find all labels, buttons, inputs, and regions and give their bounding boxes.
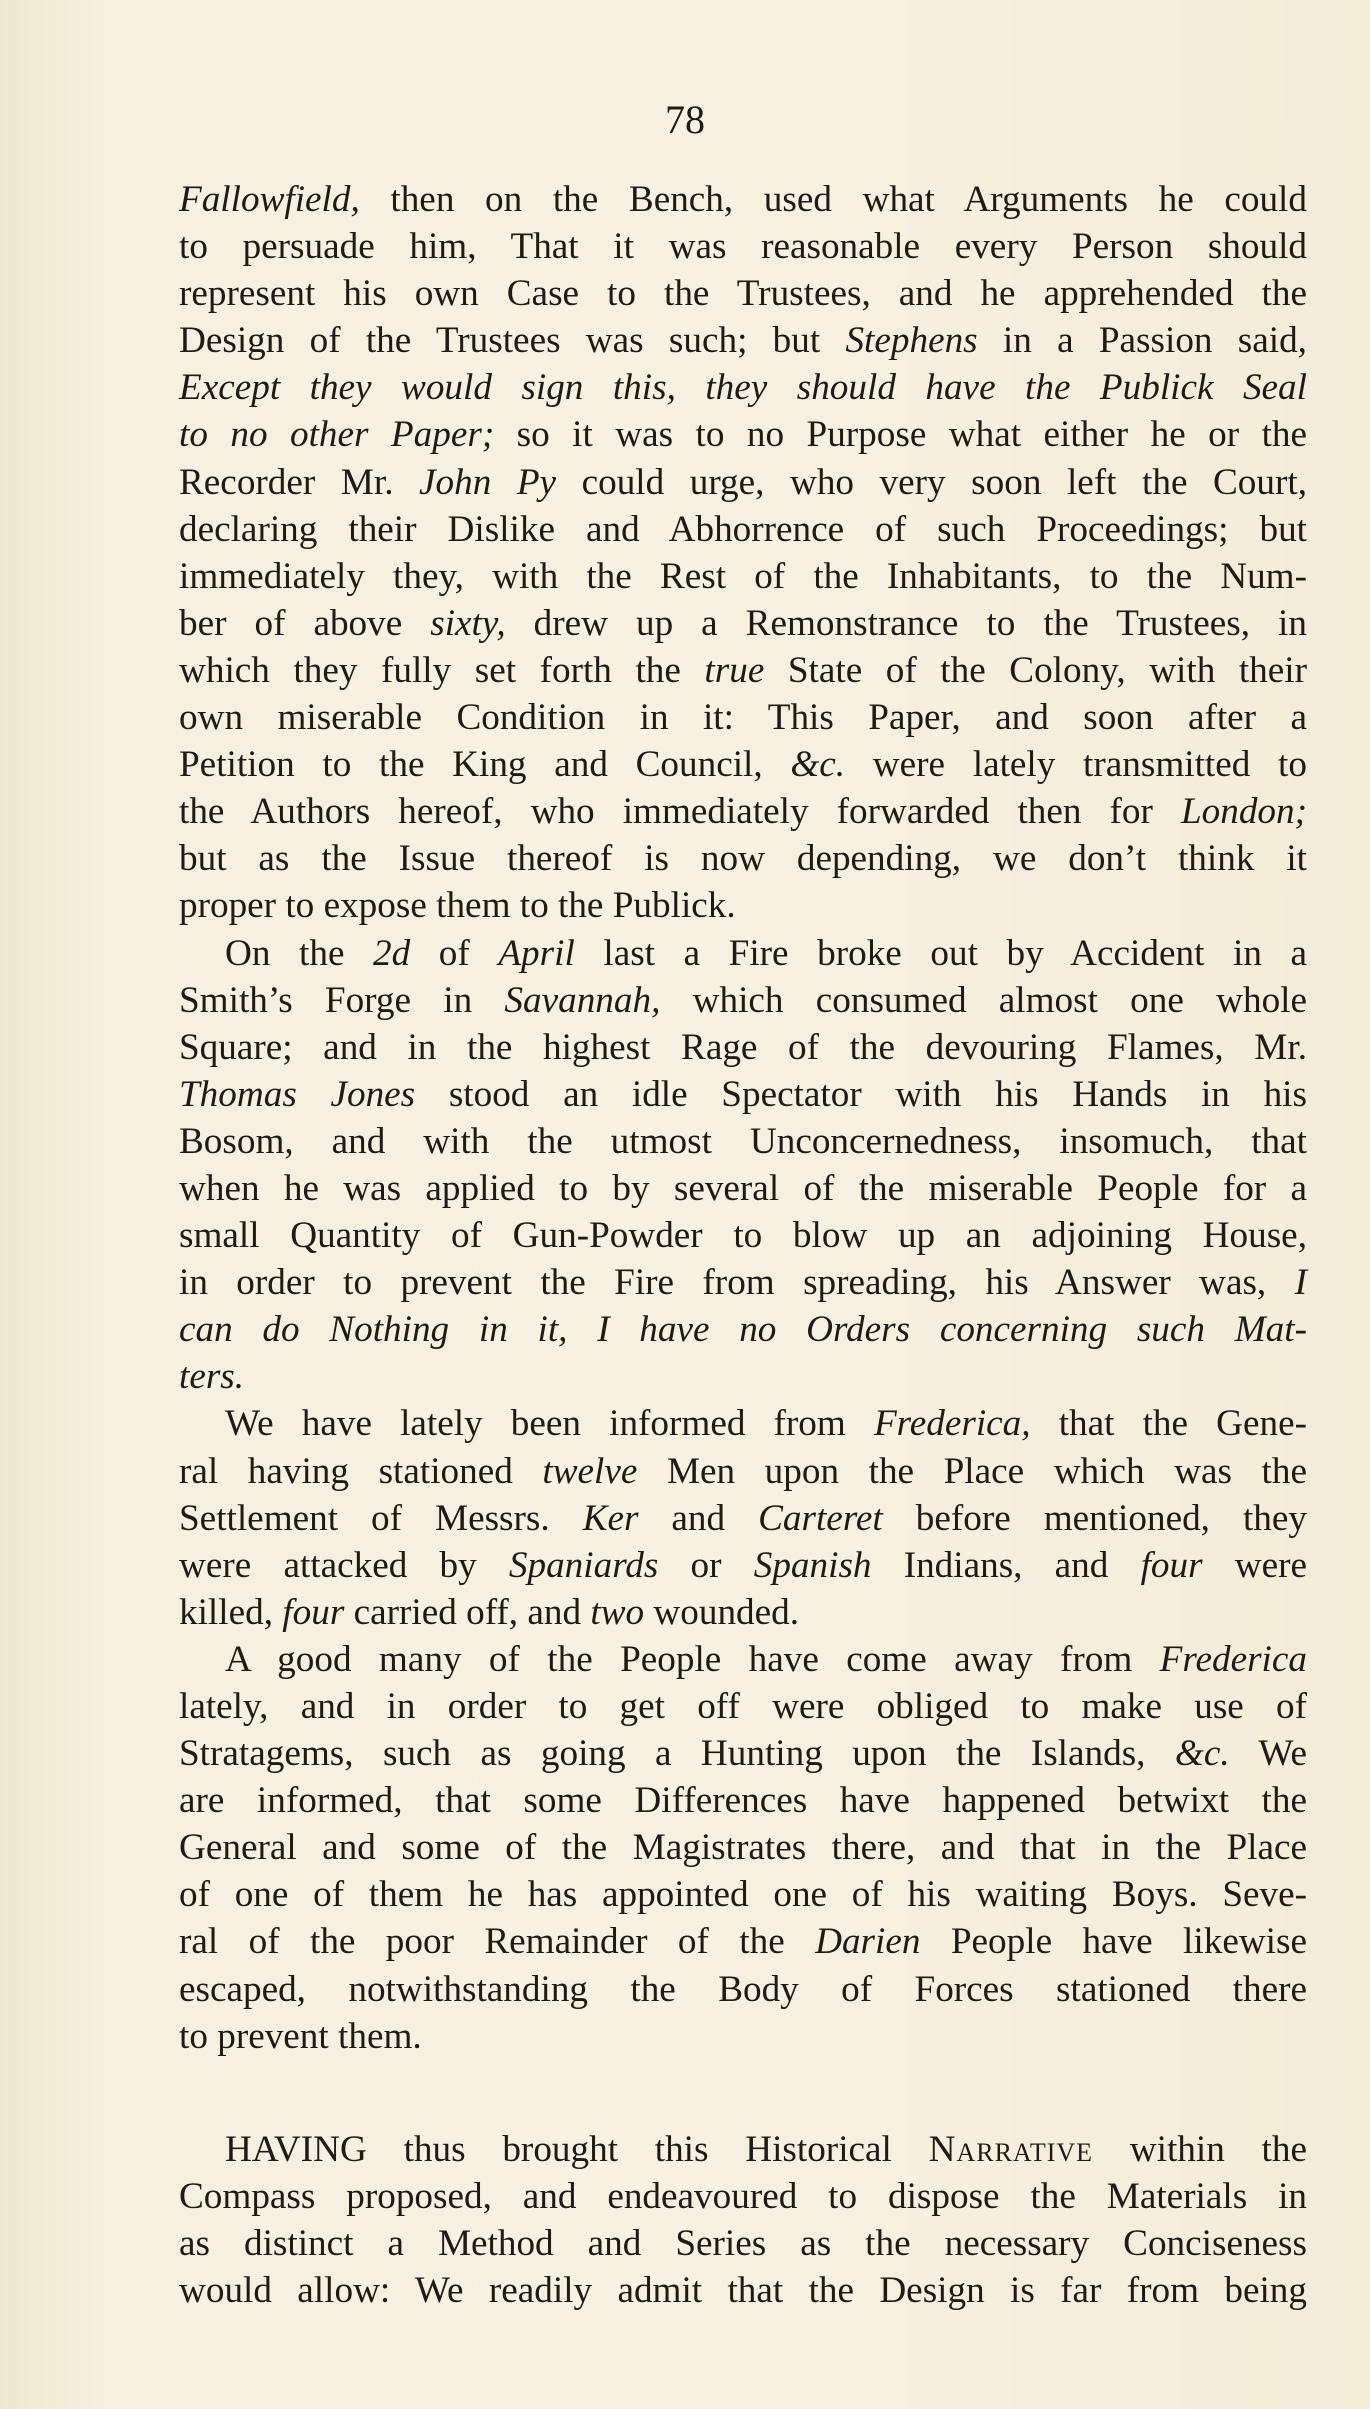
text-line bbox=[179, 835, 1307, 882]
text-line bbox=[179, 1730, 1307, 1777]
text-run: wounded. bbox=[644, 1591, 800, 1633]
text-run: in a Passion said, bbox=[977, 320, 1307, 362]
text-run: carried off, and bbox=[344, 1591, 591, 1633]
text-run: stood an idle Spectator with his Hands in his bbox=[415, 1073, 1307, 1115]
text-run: General and some of the Magistrates there, and that in the Place bbox=[179, 1827, 1307, 1869]
text-run: own miserable Condition in it: This Paper, and soon after a bbox=[179, 697, 1307, 739]
text-line bbox=[179, 1448, 1307, 1495]
text-run: proper to expose them to the Publick. bbox=[179, 885, 736, 927]
text-run: but as the Issue thereof is now depending, we don’t think it bbox=[179, 838, 1307, 880]
text-line bbox=[179, 1542, 1307, 1589]
paragraph bbox=[179, 1636, 1307, 2060]
italic-run: Spanish bbox=[753, 1544, 872, 1586]
text-run: We have lately been informed from bbox=[225, 1403, 874, 1445]
text-line bbox=[179, 1777, 1307, 1824]
text-run: On the bbox=[225, 932, 374, 974]
text-line bbox=[179, 1400, 1307, 1447]
text-run: Bosom, and with the utmost Unconcernedness, insomuch, that bbox=[179, 1120, 1307, 1162]
text-run: People have likewise bbox=[920, 1921, 1307, 1963]
text-line bbox=[179, 1918, 1307, 1965]
text-run: are informed, that some Differences have happened betwixt the bbox=[179, 1780, 1307, 1822]
italic-run: John Py bbox=[419, 461, 557, 503]
italic-run: Fallowfield, bbox=[179, 179, 360, 220]
italic-run: Darien bbox=[815, 1921, 921, 1963]
text-line bbox=[179, 600, 1307, 647]
text-line bbox=[179, 223, 1307, 270]
text-run: as distinct a Method and Series as the necessary Conciseness bbox=[179, 2222, 1307, 2264]
text-line bbox=[179, 270, 1307, 317]
text-run: when he was applied to by several of the miserable People for a bbox=[179, 1167, 1307, 1209]
text-run: State of the Colony, with their bbox=[764, 649, 1307, 691]
text-run: killed, bbox=[179, 1591, 283, 1633]
text-run: HAVING thus brought this Historical bbox=[225, 2128, 929, 2170]
italic-run: twelve bbox=[542, 1450, 638, 1492]
text-run: would allow: We readily admit that the Design is far from being bbox=[179, 2270, 1307, 2312]
text-line bbox=[179, 506, 1307, 553]
text-run: represent his own Case to the Trustees, and he apprehended the bbox=[179, 273, 1307, 315]
text-run: which consumed almost one whole bbox=[660, 979, 1308, 1021]
text-line bbox=[179, 741, 1307, 788]
text-run: lately, and in order to get off were obliged to make use of bbox=[179, 1686, 1307, 1727]
text-run: and bbox=[638, 1497, 759, 1539]
text-line bbox=[179, 1495, 1307, 1542]
italic-run: Except they would sign this, they should have the Publick Seal bbox=[179, 367, 1307, 409]
paragraph bbox=[179, 1400, 1307, 1635]
text-run: Recorder Mr. bbox=[179, 461, 420, 503]
italic-run: sixty, bbox=[430, 602, 506, 644]
text-run: then on the Bench, used what Arguments he could bbox=[359, 179, 1307, 220]
text-run: immediately they, with the Rest of the Inhabitants, to the Num- bbox=[179, 555, 1307, 597]
text-run: Stratagems, such as going a Hunting upon the Islands, bbox=[179, 1733, 1175, 1775]
italic-run: London; bbox=[1180, 791, 1307, 833]
text-line bbox=[179, 647, 1307, 694]
text-run: that the Gene- bbox=[1030, 1403, 1307, 1445]
text-line bbox=[179, 364, 1307, 411]
italic-run: true bbox=[704, 649, 765, 691]
text-run: drew up a Remonstrance to the Trustees, in bbox=[505, 602, 1307, 644]
text-run: to prevent them. bbox=[179, 2015, 422, 2057]
text-line bbox=[179, 553, 1307, 600]
text-run: We bbox=[1229, 1733, 1307, 1775]
italic-run: Frederica, bbox=[873, 1403, 1031, 1445]
text-line bbox=[179, 176, 1307, 223]
text-run: last a Fire broke out by Accident in a bbox=[574, 932, 1307, 974]
text-line bbox=[179, 2220, 1307, 2267]
text-run: ber of above bbox=[179, 602, 431, 644]
text-line bbox=[179, 1118, 1307, 1165]
text-run: small Quantity of Gun-Powder to blow up an adjoining House, bbox=[179, 1215, 1307, 1257]
italic-run: two bbox=[590, 1591, 645, 1633]
paragraph bbox=[179, 930, 1307, 1401]
italic-run: Frederica bbox=[1159, 1638, 1307, 1680]
text-run: Square; and in the highest Rage of the devouring Flames, Mr. bbox=[179, 1026, 1307, 1068]
text-run: within the bbox=[1093, 2128, 1307, 2170]
text-run: escaped, notwithstanding the Body of Forces stationed there bbox=[179, 1968, 1307, 2010]
paragraph bbox=[179, 176, 1307, 930]
text-run: could urge, who very soon left the Court, bbox=[556, 461, 1307, 503]
text-line bbox=[179, 1824, 1307, 1871]
italic-run: Ker bbox=[582, 1497, 639, 1539]
text-run: before mentioned, they bbox=[882, 1497, 1307, 1539]
text-run: to persuade him, That it was reasonable every Person should bbox=[179, 226, 1307, 268]
text-line bbox=[179, 1259, 1307, 1306]
paragraph bbox=[179, 2126, 1307, 2314]
text-run: ral of the poor Remainder of the bbox=[179, 1921, 816, 1963]
text-line bbox=[179, 882, 1307, 929]
text-run: the Authors hereof, who immediately forwarded then for bbox=[179, 791, 1181, 833]
text-line bbox=[179, 317, 1307, 364]
italic-run: Savannah, bbox=[504, 979, 661, 1021]
text-line bbox=[179, 1589, 1307, 1636]
text-line bbox=[179, 1165, 1307, 1212]
text-line bbox=[179, 1683, 1307, 1730]
italic-run: &c. bbox=[1174, 1733, 1230, 1775]
text-run: A good many of the People have come away from bbox=[225, 1638, 1160, 1680]
text-run: Men upon the Place which was the bbox=[637, 1450, 1307, 1492]
text-line bbox=[179, 977, 1307, 1024]
text-line bbox=[179, 1636, 1307, 1683]
text-line bbox=[179, 411, 1307, 458]
italic-run: I bbox=[1294, 1262, 1307, 1304]
section-gap bbox=[179, 2060, 1307, 2126]
text-run: Compass proposed, and endeavoured to dispose the Materials in bbox=[179, 2175, 1307, 2217]
text-line bbox=[179, 2126, 1307, 2173]
italic-run: ters. bbox=[179, 1356, 245, 1398]
text-line bbox=[179, 2267, 1307, 2314]
text-line bbox=[179, 1212, 1307, 1259]
text-line bbox=[179, 1306, 1307, 1353]
text-line bbox=[179, 2173, 1307, 2220]
italic-run: &c. bbox=[790, 744, 846, 786]
small-caps-run: Narrative bbox=[928, 2128, 1094, 2170]
italic-run: Thomas Jones bbox=[179, 1073, 416, 1115]
text-line bbox=[179, 1024, 1307, 1071]
text-run: of bbox=[410, 932, 499, 974]
italic-run: 2d bbox=[373, 932, 411, 974]
italic-run: four bbox=[1140, 1544, 1203, 1586]
text-run: were attacked by bbox=[179, 1544, 509, 1586]
text-line bbox=[179, 459, 1307, 506]
text-run: Petition to the King and Council, bbox=[179, 744, 791, 786]
italic-run: Carteret bbox=[758, 1497, 883, 1539]
italic-run: to no other Paper; bbox=[179, 414, 495, 456]
italic-run: Spaniards bbox=[508, 1544, 659, 1586]
text-run: were lately transmitted to bbox=[845, 744, 1307, 786]
body-text bbox=[179, 176, 1307, 2314]
text-line bbox=[179, 1871, 1307, 1918]
text-run: Smith’s Forge in bbox=[179, 979, 505, 1021]
italic-run: four bbox=[282, 1591, 345, 1633]
text-line bbox=[179, 788, 1307, 835]
text-run: ral having stationed bbox=[179, 1450, 543, 1492]
text-line bbox=[179, 1966, 1307, 2013]
page-number: 78 bbox=[665, 97, 705, 142]
text-run: in order to prevent the Fire from spreading, his Answer was, bbox=[179, 1262, 1295, 1304]
text-run: Indians, and bbox=[871, 1544, 1141, 1586]
italic-run: can do Nothing in it, I have no Orders concerning such Mat- bbox=[179, 1309, 1307, 1351]
text-run: so it was to no Purpose what either he or the bbox=[494, 414, 1307, 456]
text-run: Settlement of Messrs. bbox=[179, 1497, 583, 1539]
text-line bbox=[179, 1353, 1307, 1400]
text-run: which they fully set forth the bbox=[179, 649, 705, 691]
text-run: were bbox=[1202, 1544, 1308, 1586]
text-line bbox=[179, 2013, 1307, 2060]
text-line bbox=[179, 930, 1307, 977]
text-run: declaring their Dislike and Abhorrence of such Proceedings; but bbox=[179, 508, 1307, 550]
text-run: Design of the Trustees was such; but bbox=[179, 320, 846, 362]
text-line bbox=[179, 1071, 1307, 1118]
text-run: of one of them he has appointed one of his waiting Boys. Seve- bbox=[179, 1874, 1307, 1916]
text-run: or bbox=[658, 1544, 754, 1586]
text-line bbox=[179, 694, 1307, 741]
italic-run: Stephens bbox=[845, 320, 978, 362]
italic-run: April bbox=[498, 932, 575, 974]
